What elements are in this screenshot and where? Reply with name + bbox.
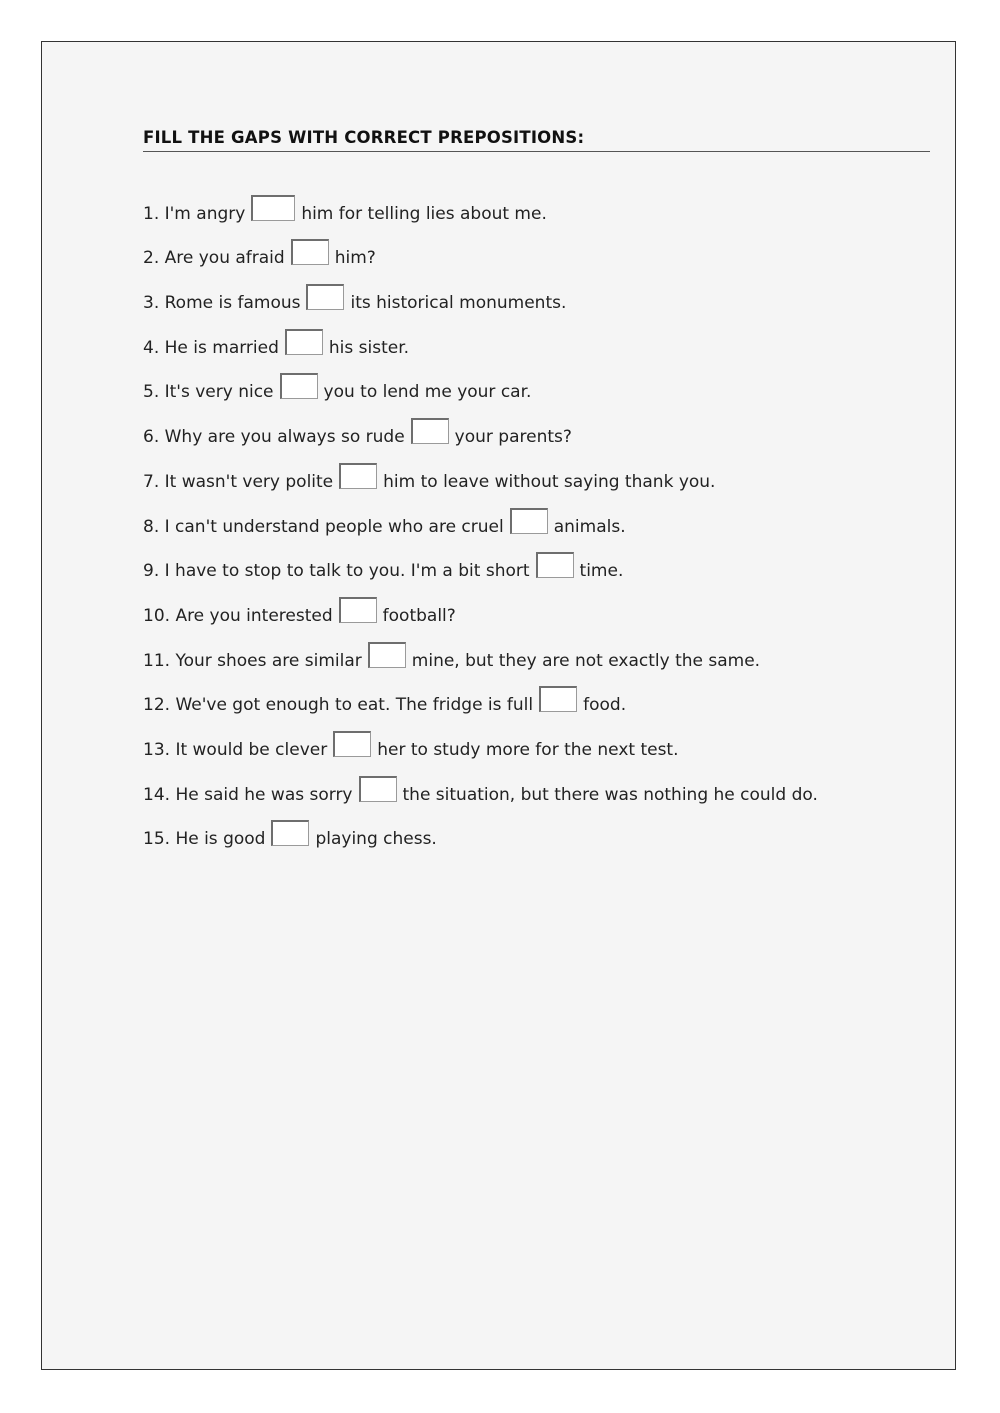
sentence-end: animals. xyxy=(553,516,626,537)
sentence-end: its historical monuments. xyxy=(350,293,567,314)
sentence-end: the situation, but there was nothing he could do. xyxy=(402,784,818,805)
sentence-end: food. xyxy=(583,695,627,716)
exercise-item-4 xyxy=(143,317,933,362)
answer-box-8[interactable] xyxy=(510,508,548,534)
sentence-end: her to study more for the next test. xyxy=(377,739,679,760)
answer-box-3[interactable] xyxy=(306,284,344,310)
sentence-start: 11. Your shoes are similar xyxy=(143,650,362,671)
sentence-end: your parents? xyxy=(454,427,572,448)
exercise-item-9 xyxy=(143,541,933,586)
sentence-start: 13. It would be clever xyxy=(143,739,328,760)
answer-box-5[interactable] xyxy=(280,373,318,399)
exercise-item-1 xyxy=(143,183,933,228)
answer-box-12[interactable] xyxy=(539,686,577,712)
exercise-item-8 xyxy=(143,496,933,541)
sentence-start: 1. I'm angry xyxy=(143,203,246,224)
exercise-item-11 xyxy=(143,630,933,675)
exercise-item-2 xyxy=(143,228,933,273)
sentence-start: 4. He is married xyxy=(143,337,279,358)
sentence-end: playing chess. xyxy=(315,829,437,850)
answer-box-13[interactable] xyxy=(333,731,371,757)
sentence-start: 15. He is good xyxy=(143,829,266,850)
answer-box-9[interactable] xyxy=(536,552,574,578)
worksheet-title: FILL THE GAPS WITH CORRECT PREPOSITIONS: xyxy=(143,128,930,152)
answer-box-2[interactable] xyxy=(291,239,329,265)
sentence-start: 2. Are you afraid xyxy=(143,248,285,269)
sentence-start: 3. Rome is famous xyxy=(143,293,301,314)
sentence-end: him? xyxy=(334,248,376,269)
answer-box-4[interactable] xyxy=(285,329,323,355)
sentence-end: him for telling lies about me. xyxy=(301,203,547,224)
sentence-start: 10. Are you interested xyxy=(143,605,333,626)
sentence-end: his sister. xyxy=(328,337,410,358)
exercise-item-12 xyxy=(143,675,933,720)
sentence-start: 7. It wasn't very polite xyxy=(143,471,334,492)
sentence-start: 9. I have to stop to talk to you. I'm a bit short xyxy=(143,561,530,582)
answer-box-15[interactable] xyxy=(271,820,309,846)
exercise-list xyxy=(143,183,933,853)
exercise-item-3 xyxy=(143,272,933,317)
sentence-end: football? xyxy=(382,605,456,626)
sentence-start: 8. I can't understand people who are cruel xyxy=(143,516,504,537)
exercise-item-14 xyxy=(143,764,933,809)
sentence-end: time. xyxy=(579,561,624,582)
answer-box-11[interactable] xyxy=(368,642,406,668)
exercise-item-6 xyxy=(143,406,933,451)
answer-box-14[interactable] xyxy=(359,776,397,802)
sentence-end: mine, but they are not exactly the same. xyxy=(411,650,761,671)
sentence-start: 6. Why are you always so rude xyxy=(143,427,405,448)
sentence-end: him to leave without saying thank you. xyxy=(383,471,716,492)
answer-box-7[interactable] xyxy=(339,463,377,489)
exercise-item-5 xyxy=(143,362,933,407)
answer-box-1[interactable] xyxy=(251,195,295,221)
answer-box-6[interactable] xyxy=(411,418,449,444)
exercise-item-7 xyxy=(143,451,933,496)
worksheet-page xyxy=(41,41,956,1370)
answer-box-10[interactable] xyxy=(339,597,377,623)
sentence-start: 12. We've got enough to eat. The fridge is full xyxy=(143,695,534,716)
exercise-item-10 xyxy=(143,585,933,630)
sentence-start: 14. He said he was sorry xyxy=(143,784,353,805)
exercise-item-15 xyxy=(143,809,933,854)
sentence-start: 5. It's very nice xyxy=(143,382,274,403)
exercise-item-13 xyxy=(143,719,933,764)
sentence-end: you to lend me your car. xyxy=(323,382,532,403)
